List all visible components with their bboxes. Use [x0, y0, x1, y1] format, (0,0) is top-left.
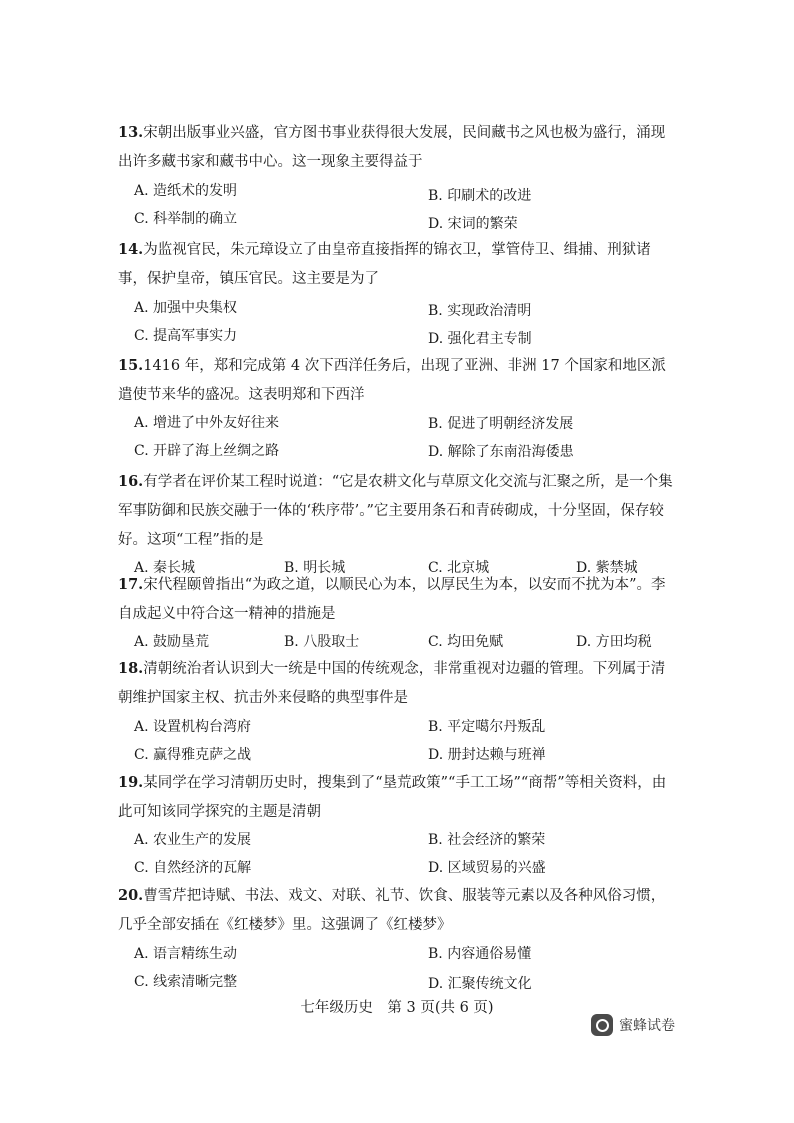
option-c[interactable]: C. 自然经济的瓦解	[134, 860, 252, 876]
options	[118, 177, 678, 235]
option-b[interactable]: B. 社会经济的繁荣	[428, 832, 546, 848]
question-15	[118, 351, 678, 468]
option-a[interactable]: A. 设置机构台湾府	[134, 719, 252, 735]
question-stem: 13.宋朝出版事业兴盛，官方图书事业获得很大发展，民间藏书之风也极为盛行，涌现出许多藏书家和藏书中心。这一现象主要得益于	[118, 124, 666, 170]
option-b[interactable]: B. 明长城	[284, 560, 346, 576]
question-20	[118, 881, 678, 998]
question-17	[118, 570, 678, 658]
option-c[interactable]: C. 线索清晰完整	[134, 974, 238, 990]
question-stem: 17.宋代程颐曾指出“为政之道，以顺民心为本，以厚民生为本，以安而不扰为本”。李自成起义中符合这一精神的措施是	[118, 576, 666, 622]
option-a[interactable]: A. 农业生产的发展	[134, 832, 252, 848]
question-stem: 19.某同学在学习清朝历史时，搜集到了“垦荒政策”“手工工场”“商帮”等相关资料，由此可知该同学探究的主题是清朝	[118, 774, 667, 820]
question-16	[118, 467, 678, 584]
q-logo-icon	[591, 1014, 613, 1036]
option-d[interactable]: D. 汇聚传统文化	[428, 976, 532, 992]
question-19	[118, 768, 678, 885]
option-c[interactable]: C. 均田免赋	[428, 634, 504, 650]
option-c[interactable]: C. 科举制的确立	[134, 211, 238, 227]
question-stem: 15.1416 年，郑和完成第 4 次下西洋任务后，出现了亚洲、非洲 17 个国家和地区派遣使节来华的盛况。这表明郑和下西洋	[118, 357, 666, 403]
option-b[interactable]: B. 内容通俗易懂	[428, 946, 532, 962]
option-a[interactable]: A. 鼓励垦荒	[134, 634, 210, 650]
option-b[interactable]: B. 印刷术的改进	[428, 188, 532, 204]
question-14	[118, 235, 678, 352]
option-c[interactable]: C. 提高军事实力	[134, 328, 238, 344]
option-b[interactable]: B. 八股取士	[284, 634, 360, 650]
question-stem: 20.曹雪芹把诗赋、书法、戏文、对联、礼节、饮食、服装等元素以及各种风俗习惯，几乎全部安插在《红楼梦》里。这强调了《红楼梦》	[118, 887, 666, 933]
question-stem: 14.为监视官民，朱元璋设立了由皇帝直接指挥的锦衣卫，掌管侍卫、缉捕、刑狱诸事，保护皇帝，镇压官民。这主要是为了	[118, 241, 651, 287]
options	[118, 410, 678, 468]
watermark-text: 蜜蜂试卷	[619, 1018, 675, 1034]
options	[118, 940, 678, 998]
option-a[interactable]: A. 造纸术的发明	[134, 183, 238, 199]
option-d[interactable]: D. 册封达赖与班禅	[428, 747, 546, 763]
option-b[interactable]: B. 促进了明朝经济发展	[428, 416, 574, 432]
option-a[interactable]: A. 增进了中外友好往来	[134, 415, 280, 431]
option-a[interactable]: A. 语言精练生动	[134, 946, 238, 962]
options	[118, 713, 678, 771]
option-d[interactable]: D. 区域贸易的兴盛	[428, 860, 546, 876]
option-c[interactable]: C. 北京城	[428, 560, 490, 576]
option-a[interactable]: A. 秦长城	[134, 560, 196, 576]
option-c[interactable]: C. 开辟了海上丝绸之路	[134, 443, 280, 459]
options	[118, 294, 678, 352]
options	[118, 827, 678, 885]
question-stem: 16.有学者在评价某工程时说道：“它是农耕文化与草原文化交流与汇聚之所，是一个集军事防御和民族交融于一体的‘秩序带’。”它主要用条石和青砖砌成，十分坚固，保存较好。这项“工程”指的是	[118, 473, 673, 548]
question-13	[118, 118, 678, 235]
watermark	[591, 1014, 675, 1036]
option-d[interactable]: D. 紫禁城	[576, 560, 638, 576]
option-d[interactable]: D. 宋词的繁荣	[428, 216, 518, 232]
option-b[interactable]: B. 实现政治清明	[428, 303, 532, 319]
option-a[interactable]: A. 加强中央集权	[134, 300, 238, 316]
option-d[interactable]: D. 强化君主专制	[428, 331, 532, 347]
question-18	[118, 654, 678, 771]
question-stem: 18.清朝统治者认识到大一统是中国的传统观念，非常重视对边疆的管理。下列属于清朝维护国家主权、抗击外来侵略的典型事件是	[118, 660, 666, 706]
option-c[interactable]: C. 赢得雅克萨之战	[134, 747, 252, 763]
option-d[interactable]: D. 解除了东南沿海倭患	[428, 444, 574, 460]
page-footer: 七年级历史 第 3 页(共 6 页)	[300, 1000, 494, 1016]
option-d[interactable]: D. 方田均税	[576, 634, 652, 650]
option-b[interactable]: B. 平定噶尔丹叛乱	[428, 719, 546, 735]
